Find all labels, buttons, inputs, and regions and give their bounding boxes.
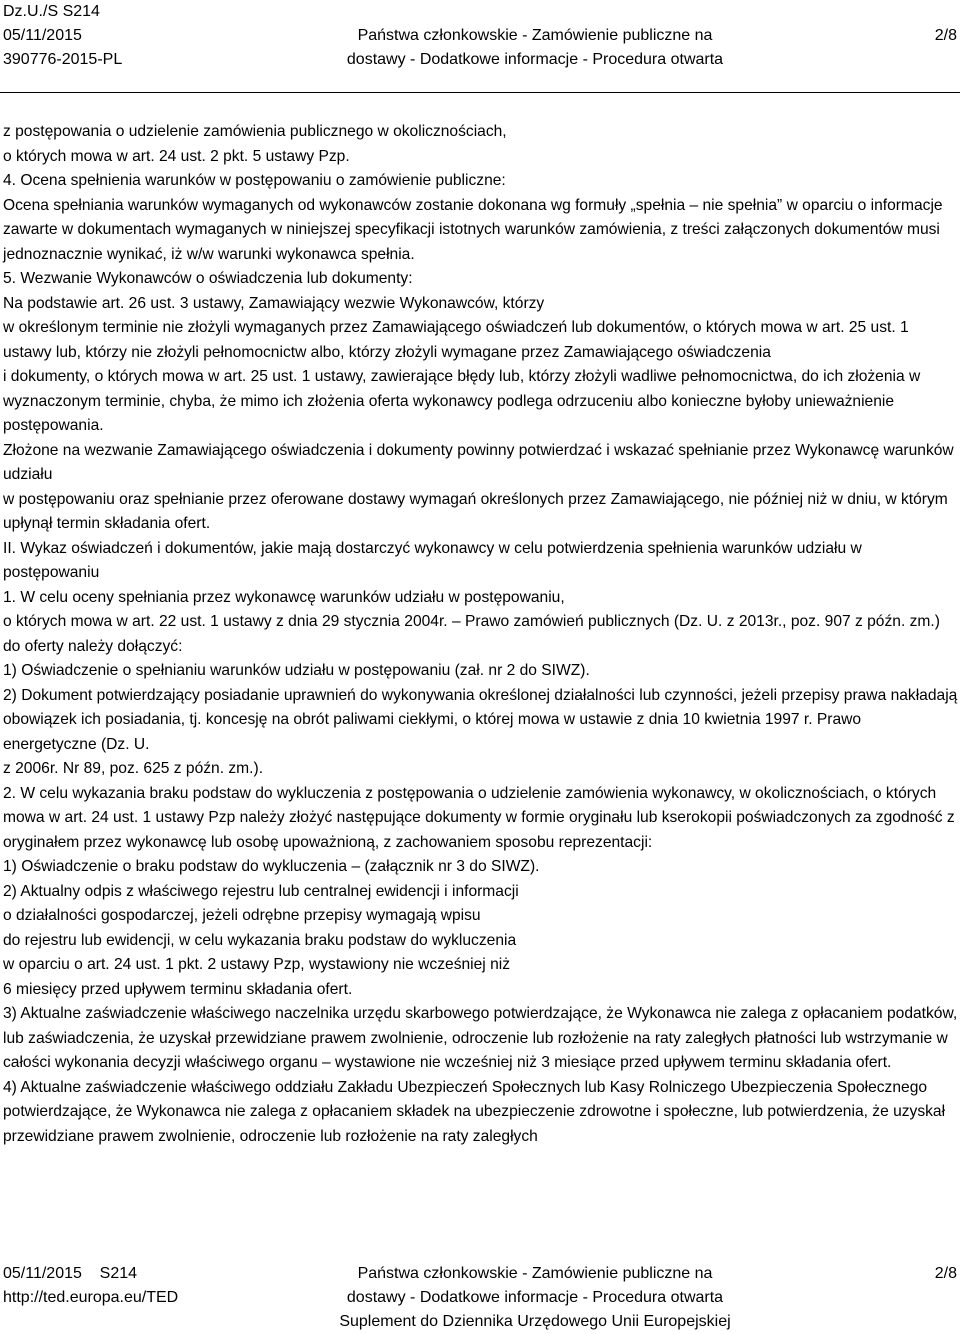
body-paragraph: 4. Ocena spełnienia warunków w postępowaniu o zamówienie publiczne: (3, 172, 506, 189)
body-paragraph: 5. Wezwanie Wykonawców o oświadczenia lub dokumenty: (3, 270, 413, 287)
body-paragraph: 2) Dokument potwierdzający posiadanie uprawnień do wykonywania określonej działalności lub czynności, jeżeli przepisy prawa nakładają obowiązek ich posiadania, tj. koncesję na obrót paliwami ciekłymi, o której mowa w ustawie z dnia 10 kwietnia 1997 r. Prawo energetyczne (Dz. U. (3, 686, 958, 753)
body-paragraph: 4) Aktualne zaświadczenie właściwego oddziału Zakładu Ubezpieczeń Społecznych lub Kasy Rolniczego Ubezpieczenia Społecznego potwierdzające, że Wykonawca nie zalega z opłacaniem składek na ubezpieczenie zdrowotne i społeczne, lub potwierdzenia, że uzyskał przewidziane prawem zwolnienie, odroczenie lub rozłożenie na raty zaległych (3, 1078, 946, 1145)
header-left (3, 0, 122, 72)
body-paragraph: 2. W celu wykazania braku podstaw do wykluczenia z postępowania o udzielenie zamówienia wykonawcy, w okolicznościach, o których mowa w art. 24 ust. 1 ustawy Pzp należy złożyć następujące dokumenty w formie oryginału lub kserokopii poświadczonych za zgodność z oryginałem przez wykonawcę lub osobę upoważnioną, z zachowaniem sposobu reprezentacji: (3, 784, 955, 851)
header-title-line2: dostawy - Dodatkowe informacje - Procedura otwarta (346, 51, 724, 68)
body-paragraph: z 2006r. Nr 89, poz. 625 z późn. zm.). (3, 760, 264, 777)
footer-page-number: 2/8 (934, 1265, 957, 1282)
body-paragraph: w określonym terminie nie złożyli wymaganych przez Zamawiającego oświadczeń lub dokumentów, o których mowa w art. 25 ust. 1 ustawy lub, którzy nie złożyli pełnomocnictw albo, którzy złożyli wymagane przez Zamawiającego oświadczenia (3, 319, 909, 361)
body-paragraph: o których mowa w art. 24 ust. 2 pkt. 5 ustawy Pzp. (3, 147, 350, 165)
body-paragraph: 1) Oświadczenie o braku podstaw do wykluczenia – (załącznik nr 3 do SIWZ). (3, 858, 540, 875)
footer-title-line1: Państwa członkowskie - Zamówienie publiczne na (357, 1265, 713, 1282)
footer-title-line2: dostawy - Dodatkowe informacje - Procedura otwarta (346, 1289, 724, 1306)
footer-title (335, 1262, 735, 1334)
body-paragraph: o których mowa w art. 22 ust. 1 ustawy z dnia 29 stycznia 2004r. – Prawo zamówień publicznych (Dz. U. z 2013r., poz. 907 z późn. zm.) do oferty należy dołączyć: (3, 613, 940, 655)
page-header (0, 0, 960, 80)
footer-date-journal (3, 1262, 178, 1286)
header-doc-id: 390776-2015-PL (3, 51, 123, 68)
body-paragraph: 6 miesięcy przed upływem terminu składania ofert. (3, 980, 353, 998)
header-date: 05/11/2015 (3, 27, 82, 44)
footer-journal: S214 (99, 1265, 138, 1282)
body-paragraph: 2) Aktualny odpis z właściwego rejestru lub centralnej ewidencji i informacji (3, 882, 519, 900)
body-paragraph: Ocena spełniania warunków wymaganych od wykonawców zostanie dokonana wg formuły „spełnia – nie spełnia” w oparciu o informacje zawarte w dokumentach wymaganych w niniejszej specyfikacji istotnych warunków zamówienia, z treści załączonych dokumentów musi jednoznacznie wynikać, iż w/w warunki wykonawca spełnia. (3, 196, 943, 263)
header-page-number: 2/8 (934, 27, 957, 44)
body-paragraph: w oparciu o art. 24 ust. 1 pkt. 2 ustawy Pzp, wystawiony nie wcześniej niż (3, 956, 511, 973)
body-paragraph: 1) Oświadczenie o spełnianiu warunków udziału w postępowaniu (zał. nr 2 do SIWZ). (3, 662, 590, 679)
body-paragraph: w postępowaniu oraz spełnianie przez oferowane dostawy wymagań określonych przez Zamawiającego, nie później niż w dniu, w którym upłynął termin składania ofert. (3, 490, 948, 532)
header-title-line1: Państwa członkowskie - Zamówienie publiczne na (357, 27, 713, 44)
header-title (335, 24, 735, 72)
body-paragraph: Na podstawie art. 26 ust. 3 ustawy, Zamawiający wezwie Wykonawców, którzy (3, 294, 545, 312)
body-paragraph: 3) Aktualne zaświadczenie właściwego naczelnika urzędu skarbowego potwierdzające, że Wykonawca nie zalega z opłacaniem podatków, lub zaświadczenia, że uzyskał przewidziane prawem zwolnienie, odroczenie lub rozłożenie na raty zaległych płatności lub wstrzymanie w całości wykonania decyzji właściwego organu – wystawione nie wcześniej niż 3 miesiące przed upływem terminu składania ofert. (3, 1005, 958, 1071)
page-footer (0, 1262, 960, 1334)
body-paragraph: do rejestru lub ewidencji, w celu wykazania braku podstaw do wykluczenia (3, 931, 517, 949)
body-paragraph: i dokumenty, o których mowa w art. 25 ust. 1 ustawy, zawierające błędy lub, którzy złożyli wadliwe pełnomocnictwa, do ich złożenia w wyznaczonym terminie, chyba, że mimo ich złożenia oferta wykonawcy podlega odrzuceniu albo konieczne byłoby unieważnienie postępowania. (3, 368, 921, 434)
footer-date: 05/11/2015 (3, 1265, 82, 1282)
header-journal: Dz.U./S S214 (3, 3, 100, 20)
document-body (3, 120, 958, 1149)
body-paragraph: 1. W celu oceny spełniania przez wykonawcę warunków udziału w postępowaniu, (3, 588, 565, 606)
footer-left (3, 1262, 178, 1310)
footer-title-line3: Suplement do Dziennika Urzędowego Unii Europejskiej (339, 1313, 731, 1330)
header-divider (0, 92, 960, 93)
body-paragraph: Złożone na wezwanie Zamawiającego oświadczenia i dokumenty powinny potwierdzać i wskazać spełnianie przez Wykonawcę warunków udziału (3, 441, 954, 483)
footer-url: http://ted.europa.eu/TED (3, 1289, 179, 1306)
body-paragraph: z postępowania o udzielenie zamówienia publicznego w okolicznościach, (3, 123, 507, 140)
body-paragraph: II. Wykaz oświadczeń i dokumentów, jakie mają dostarczyć wykonawcy w celu potwierdzenia spełnienia warunków udziału w postępowaniu (3, 539, 862, 581)
body-paragraph: o działalności gospodarczej, jeżeli odrębne przepisy wymagają wpisu (3, 907, 481, 924)
